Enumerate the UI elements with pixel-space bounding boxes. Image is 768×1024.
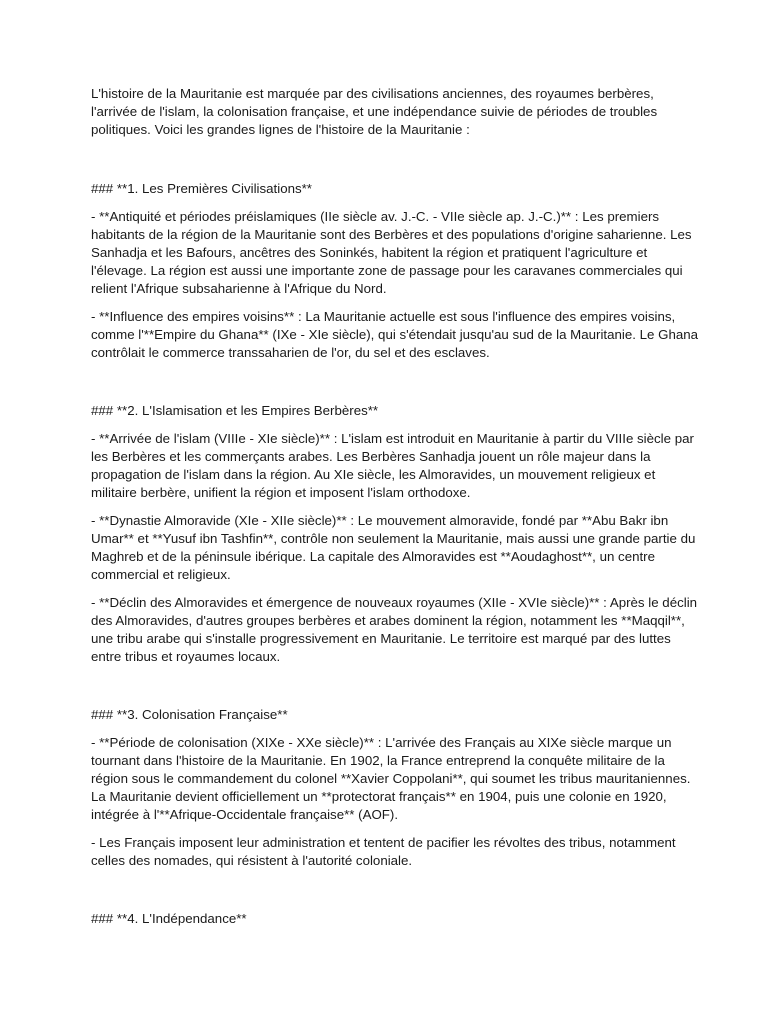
document-page [91,85,701,938]
section-1-paragraph-2: - **Influence des empires voisins** : La Mauritanie actuelle est sous l'influence des empires voisins, comme l'**Empire du Ghana** (IXe - XIe siècle), qui s'étendait jusqu'au sud de la Mauritanie. Le Ghana contrôlait le commerce transsaharien de l'or, du sel et des esclaves. [91,309,699,360]
intro-paragraph: L'histoire de la Mauritanie est marquée par des civilisations anciennes, des royaumes berbères, l'arrivée de l'islam, la colonisation française, et une indépendance suivie de périodes de troubles politiques. Voici les grandes lignes de l'histoire de la Mauritanie : [91,86,658,137]
section-3-paragraph-1: - **Période de colonisation (XIXe - XXe siècle)** : L'arrivée des Français au XIXe siècle marque un tournant dans l'histoire de la Mauritanie. En 1902, la France entreprend la conquête militaire de la région sous le commandement du colonel **Xavier Coppolani**, qui soumet les tribus mauritaniennes. La Mauritanie devient officiellement un **protectorat français** en 1904, puis une colonie en 1920, intégrée à l'**Afrique-Occidentale française** (AOF). [91,735,691,822]
section-2-paragraph-2: - **Dynastie Almoravide (XIe - XIIe siècle)** : Le mouvement almoravide, fondé par **Abu Bakr ibn Umar** et **Yusuf ibn Tashfin**, contrôle non seulement la Mauritanie, mais aussi une grande partie du Maghreb et de la péninsule ibérique. La capitale des Almoravides est **Aoudaghost**, un centre commercial et religieux. [91,513,696,582]
section-heading-3: ### **3. Colonisation Française** [91,707,288,722]
section-2-paragraph-1: - **Arrivée de l'islam (VIIIe - XIe siècle)** : L'islam est introduit en Mauritanie à partir du VIIIe siècle par les Berbères et les commerçants arabes. Les Berbères Sanhadja jouent un rôle majeur dans la propagation de l'islam dans la région. Au XIe siècle, les Almoravides, un mouvement religieux et militaire berbère, unifient la région et imposent l'islam orthodoxe. [91,431,694,500]
section-heading-1: ### **1. Les Premières Civilisations** [91,181,312,196]
section-heading-4: ### **4. L'Indépendance** [91,911,247,926]
section-1-paragraph-1: - **Antiquité et périodes préislamiques (IIe siècle av. J.-C. - VIIe siècle ap. J.-C.)** : Les premiers habitants de la région de la Mauritanie sont des Berbères et des populations d'origine saharienne. Les Sanhadja et les Bafours, ancêtres des Soninkés, habitent la région et pratiquent l'agriculture et l'élevage. La région est aussi une importante zone de passage pour les caravanes commerciales qui relient l'Afrique subsaharienne à l'Afrique du Nord. [91,209,692,296]
section-2-paragraph-3: - **Déclin des Almoravides et émergence de nouveaux royaumes (XIIe - XVIe siècle)** : Après le déclin des Almoravides, d'autres groupes berbères et arabes dominent la région, notamment les **Maqqil**, une tribu arabe qui s'installe progressivement en Mauritanie. Le territoire est marqué par des luttes entre tribus et royaumes locaux. [91,595,698,664]
section-3-paragraph-2: - Les Français imposent leur administration et tentent de pacifier les révoltes des tribus, notamment celles des nomades, qui résistent à l'autorité coloniale. [91,835,676,868]
section-heading-2: ### **2. L'Islamisation et les Empires Berbères** [91,403,379,418]
